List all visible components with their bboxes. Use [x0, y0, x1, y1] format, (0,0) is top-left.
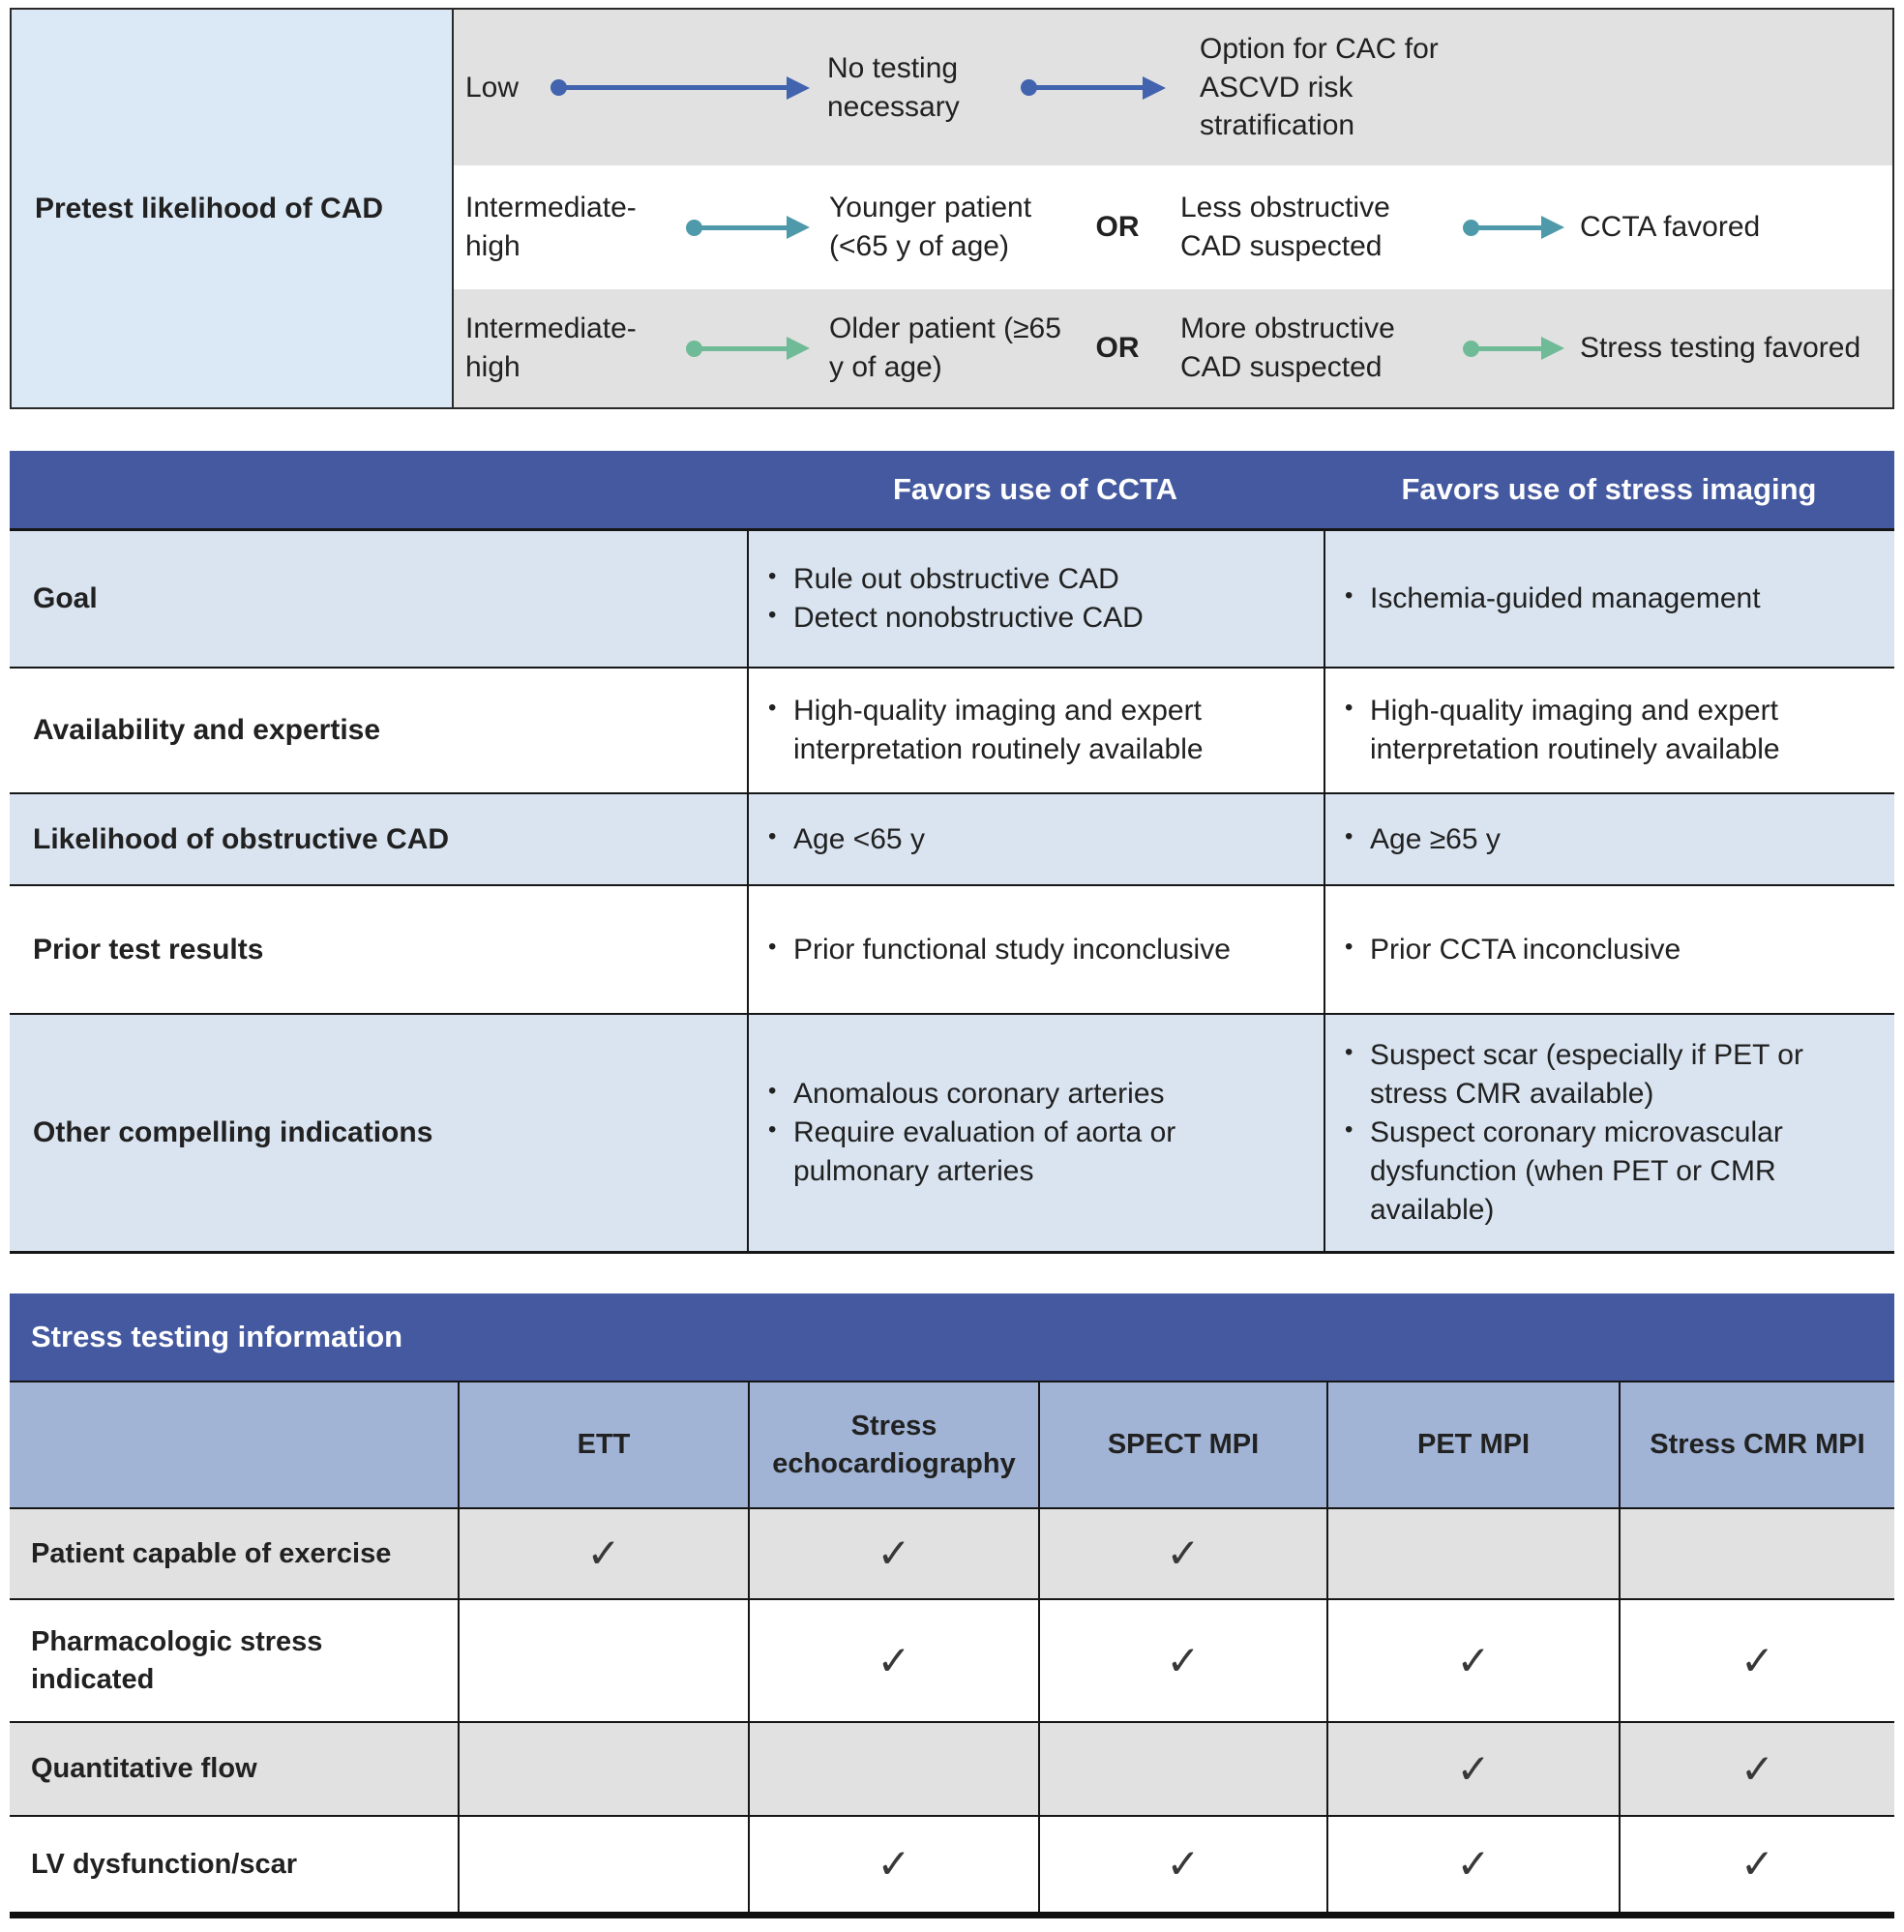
check-icon	[458, 1723, 748, 1815]
row-label: Pharmacologic stress indicated	[31, 1625, 323, 1695]
bullet-item: • Age <65 y	[749, 820, 1308, 859]
check-icon: ✓	[458, 1509, 748, 1598]
flow-arrow-icon	[1463, 337, 1564, 360]
comparison-header-stress: Favors use of stress imaging	[1401, 472, 1817, 507]
row-label: Availability and expertise	[33, 714, 381, 747]
stress-cell	[1324, 886, 1894, 1013]
check-icon	[1619, 1509, 1894, 1598]
comparison-header-spacer	[10, 451, 747, 528]
row-label: Prior test results	[33, 933, 264, 966]
check-icon: ✓	[1619, 1817, 1894, 1912]
risk-level-label: Low	[465, 71, 520, 104]
check-icon: ✓	[748, 1817, 1038, 1912]
pretest-label-cell	[12, 10, 454, 407]
column-header-spacer	[10, 1382, 458, 1507]
flow-step-text: More obstructive CAD suspected	[1180, 312, 1395, 383]
table-row-quantitative-flow	[10, 1723, 1894, 1817]
comparison-table	[10, 451, 1894, 1254]
arrow-head	[787, 337, 810, 360]
flow-step-text: Option for CAC for ASCVD risk stratification	[1200, 32, 1439, 142]
bullet-item: • Prior CCTA inconclusive	[1325, 931, 1879, 969]
comparison-row-prior-tests	[10, 886, 1894, 1015]
table-row-exercise	[10, 1509, 1894, 1600]
column-header-pet-mpi: PET MPI	[1326, 1382, 1619, 1507]
row-label: Other compelling indications	[33, 1116, 433, 1149]
arrow-shaft	[699, 346, 788, 351]
ccta-cell	[747, 1015, 1324, 1251]
row-label: Likelihood of obstructive CAD	[33, 822, 450, 855]
pretest-rows	[454, 10, 1892, 407]
risk-level-label: Intermediate-high	[465, 312, 637, 383]
arrow-shaft	[1034, 85, 1144, 90]
check-icon: ✓	[1038, 1817, 1326, 1912]
stress-testing-table	[10, 1293, 1894, 1918]
arrow-shaft	[699, 225, 788, 230]
flow-arrow-icon	[550, 76, 810, 100]
bullet-item: • Suspect scar (especially if PET or stress CMR available)	[1325, 1036, 1879, 1114]
pretest-row-intermediate-stress	[454, 289, 1892, 407]
stress-cell	[1324, 794, 1894, 884]
check-icon: ✓	[1326, 1723, 1619, 1815]
flow-step-text: No testing necessary	[827, 51, 960, 123]
pretest-table	[10, 8, 1894, 409]
flow-step-text: Older patient (≥65 y of age)	[829, 312, 1061, 383]
comparison-row-other-indications	[10, 1015, 1894, 1254]
flow-arrow-icon	[686, 337, 810, 360]
arrow-head	[787, 76, 810, 100]
column-header-stress-cmr-mpi: Stress CMR MPI	[1619, 1382, 1894, 1507]
ccta-cell	[747, 531, 1324, 667]
comparison-row-goal	[10, 531, 1894, 669]
row-label: Patient capable of exercise	[31, 1537, 392, 1569]
flow-arrow-icon	[1021, 76, 1166, 100]
check-icon	[748, 1723, 1038, 1815]
bullet-item: • High-quality imaging and expert interpretation routinely available	[1325, 692, 1879, 769]
arrow-head	[1541, 216, 1564, 239]
or-label: OR	[1095, 211, 1140, 244]
column-header-spect-mpi: SPECT MPI	[1038, 1382, 1326, 1507]
comparison-row-likelihood	[10, 794, 1894, 886]
flow-outcome-text: CCTA favored	[1580, 211, 1761, 244]
row-label: Quantitative flow	[31, 1753, 257, 1785]
stress-testing-column-headers	[10, 1382, 1894, 1509]
check-icon	[458, 1600, 748, 1721]
check-icon: ✓	[1326, 1600, 1619, 1721]
stress-cell	[1324, 1015, 1894, 1251]
arrow-head	[1541, 337, 1564, 360]
bullet-item: • Suspect coronary microvascular dysfunction (when PET or CMR available)	[1325, 1114, 1879, 1230]
bullet-item: • Rule out obstructive CAD	[749, 560, 1308, 599]
check-icon: ✓	[748, 1509, 1038, 1598]
bullet-item: • Age ≥65 y	[1325, 820, 1879, 859]
row-label: LV dysfunction/scar	[31, 1848, 298, 1880]
or-label: OR	[1095, 332, 1140, 365]
bullet-item: • Prior functional study inconclusive	[749, 931, 1308, 969]
bullet-item: • Detect nonobstructive CAD	[749, 599, 1308, 638]
check-icon: ✓	[748, 1600, 1038, 1721]
pretest-row-low	[454, 10, 1892, 165]
stress-cell	[1324, 669, 1894, 792]
ccta-cell	[747, 669, 1324, 792]
risk-level-label: Intermediate-high	[465, 192, 637, 262]
arrow-head	[1143, 76, 1166, 100]
bullet-item: • Ischemia-guided management	[1325, 580, 1879, 618]
comparison-row-availability	[10, 669, 1894, 794]
stress-testing-title: Stress testing information	[10, 1293, 1894, 1382]
bullet-item: • High-quality imaging and expert interpretation routinely available	[749, 692, 1308, 769]
check-icon: ✓	[1619, 1723, 1894, 1815]
bullet-item: • Require evaluation of aorta or pulmonary arteries	[749, 1114, 1308, 1191]
flow-arrow-icon	[686, 216, 810, 239]
check-icon	[1326, 1509, 1619, 1598]
table-row-pharmacologic	[10, 1600, 1894, 1723]
pretest-row-intermediate-ccta	[454, 165, 1892, 289]
flow-step-text: Younger patient (<65 y of age)	[829, 192, 1032, 262]
ccta-cell	[747, 886, 1324, 1013]
check-icon: ✓	[1619, 1600, 1894, 1721]
arrow-shaft	[564, 85, 788, 90]
arrow-shaft	[1476, 346, 1542, 351]
bullet-item: • Anomalous coronary arteries	[749, 1075, 1308, 1114]
check-icon: ✓	[1038, 1600, 1326, 1721]
check-icon	[1038, 1723, 1326, 1815]
table-row-lv-dysfunction	[10, 1817, 1894, 1912]
stress-cell	[1324, 531, 1894, 667]
comparison-header	[10, 451, 1894, 531]
check-icon: ✓	[1326, 1817, 1619, 1912]
row-label: Goal	[33, 582, 98, 615]
flow-step-text: Less obstructive CAD suspected	[1180, 192, 1390, 262]
ccta-cell	[747, 794, 1324, 884]
column-header-ett: ETT	[458, 1382, 748, 1507]
check-icon: ✓	[1038, 1509, 1326, 1598]
arrow-shaft	[1476, 225, 1542, 230]
arrow-head	[787, 216, 810, 239]
check-icon	[458, 1817, 748, 1912]
column-header-stress-echo: Stress echocardiography	[748, 1382, 1038, 1507]
flow-arrow-icon	[1463, 216, 1564, 239]
flow-outcome-text: Stress testing favored	[1580, 332, 1861, 365]
pretest-label: Pretest likelihood of CAD	[35, 192, 384, 224]
comparison-header-ccta: Favors use of CCTA	[893, 472, 1177, 507]
